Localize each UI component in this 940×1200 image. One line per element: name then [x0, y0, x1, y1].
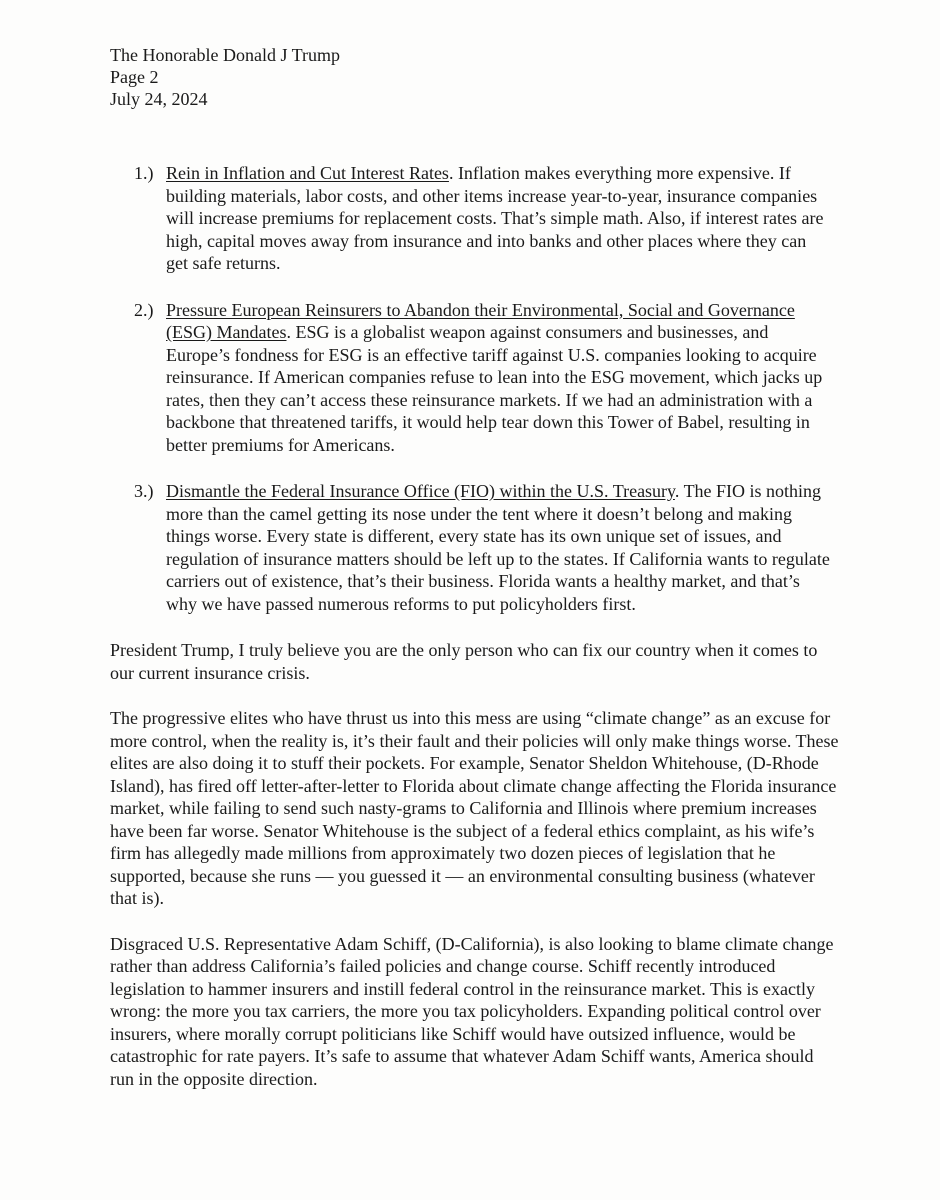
list-item-heading: Pressure European Reinsurers to Abandon their Environmental, Social and Governance (ESG) Mandates [166, 299, 795, 342]
list-item-body: . The FIO is nothing more than the camel getting its nose under the tent where it doesn’t belong and making things worse. Every state is different, every state has its own unique set of issues, and regulation of insurance matters should be left up to the states. If California wants to regulate carriers out of existence, that’s their business. Florida wants a healthy market, and that’s why we have passed numerous reforms to put policyholders first. [166, 481, 830, 614]
list-item-number: 2.) [134, 299, 154, 320]
page-number: Page 2 [110, 67, 159, 87]
list-item-body: . Inflation makes everything more expensive. If building materials, labor costs, and other items increase year-to-year, insurance companies will increase premiums for replacement costs. That’s simple math. Also, if interest rates are high, capital moves away from insurance and into banks and other places where they can get safe returns. [166, 163, 824, 273]
list-item [110, 162, 840, 275]
list-item-number: 3.) [134, 481, 154, 501]
body-paragraph: President Trump, I truly believe you are the only person who can fix our country when it comes to our current insurance crisis. [110, 640, 818, 683]
letter-header [110, 44, 840, 110]
list-item-number: 1.) [134, 163, 154, 183]
list-item-heading: Dismantle the Federal Insurance Office (FIO) within the U.S. Treasury [166, 481, 675, 501]
numbered-list [110, 162, 840, 615]
body-paragraph: Disgraced U.S. Representative Adam Schiff, (D-California), is also looking to blame climate change rather than address California’s failed policies and change course. Schiff recently introduced legislation to hammer insurers and instill federal control in the reinsurance market. This is exactly wrong: the more you tax carriers, the more you tax policyholders. Expanding political control over insurers, where morally corrupt politicians like Schiff would have outsized influence, would be catastrophic for rate payers. It’s safe to assume that whatever Adam Schiff wants, America should run in the opposite direction. [110, 933, 834, 1089]
list-item [110, 299, 840, 457]
letter-date: July 24, 2024 [110, 89, 208, 109]
list-item-heading: Rein in Inflation and Cut Interest Rates [166, 163, 449, 183]
recipient-line: The Honorable Donald J Trump [110, 45, 340, 65]
list-item-body: . ESG is a globalist weapon against consumers and businesses, and Europe’s fondness for ESG is an effective tariff against U.S. companies looking to acquire reinsurance. If American companies refuse to lean into the ESG movement, which jacks up rates, then they can’t access these reinsurance markets. If we had an administration with a backbone that threatened tariffs, it would help tear down this Tower of Babel, resulting in better premiums for Americans. [166, 322, 823, 455]
list-item [110, 480, 840, 615]
body-paragraph: The progressive elites who have thrust us into this mess are using “climate change” as an excuse for more control, when the reality is, it’s their fault and their policies will only make things worse. These elites are also doing it to stuff their pockets. For example, Senator Sheldon Whitehouse, (D-Rhode Island), has fired off letter-after-letter to Florida about climate change affecting the Florida insurance market, while failing to send such nasty-grams to California and Illinois where premium increases have been far worse. Senator Whitehouse is the subject of a federal ethics complaint, as his wife’s firm has allegedly made millions from approximately two dozen pieces of legislation that he supported, because she runs — you guessed it — an environmental consulting business (whatever that is). [110, 708, 839, 908]
